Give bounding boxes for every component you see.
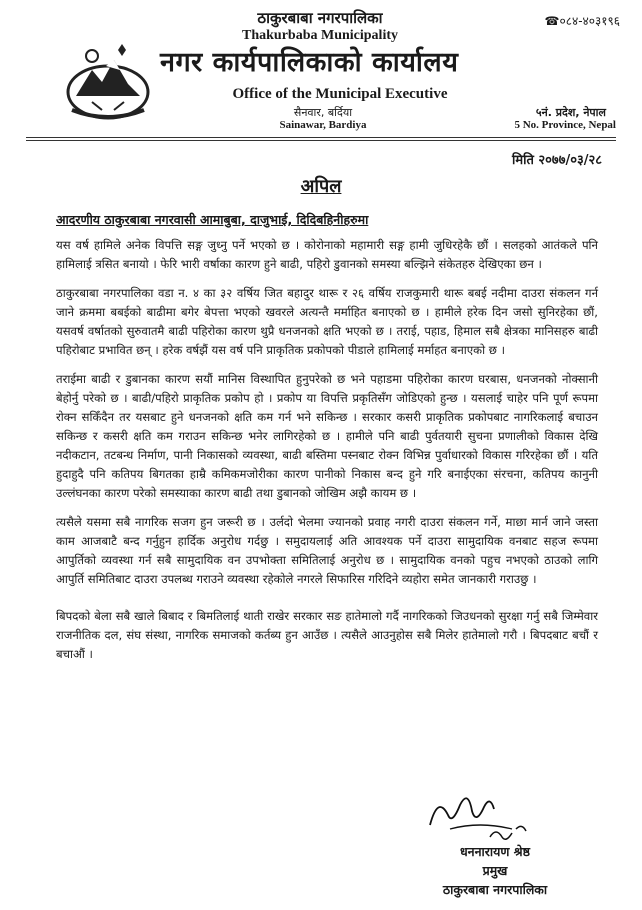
- signer-name: धननारायण श्रेष्ठ: [459, 844, 530, 859]
- signature-block: [395, 842, 595, 899]
- government-emblem-icon: [62, 40, 154, 122]
- paragraph-2: ठाकुरबाबा नगरपालिका वडा न. ४ का ३२ वर्षिय जित बहादुर थारू र २६ वर्षिय राजकुमारी थारू बबई नदीमा दाउरा संकलन गर्न जाने क्रममा बबईको बाढीमा बगेर बेपत्ता भएको खवरले अत्यन्तै मर्माहित बनाएको छ । हामीले हरेक दिन जसो सुनिरहेका छौं, यसवर्ष वर्षातको सुरुवातमै बाढी पहिरोका कारण थुप्रै धनजनको क्षति भएको छ । तराई, पहाड, हिमाल सबै क्षेत्रका मानिसहरु बाढी पहिरोबाट प्रभावित छन् । हरेक वर्षझैं यस वर्ष पनि प्राकृतिक प्रकोपको पीडाले हामिलाई मर्माहत बनाएको छ ।: [56, 286, 598, 357]
- letter-body: [56, 236, 598, 674]
- letter-date: मिति २०७७/०३/२८: [511, 153, 602, 168]
- office-name-en: Office of the Municipal Executive: [232, 86, 448, 102]
- address-np: सैनवार, बर्दिया: [293, 106, 353, 119]
- letterhead-divider-thin: [26, 140, 616, 141]
- municipality-name-np: ठाकुरबाबा नगरपालिका: [257, 9, 383, 27]
- signer-title: प्रमुख: [482, 863, 508, 878]
- address-en: Sainawar, Bardiya: [279, 119, 367, 131]
- paragraph-4: त्यसैले यसमा सबै नागरिक सजग हुन जरूरी छ । उर्लदो भेलमा ज्यानको प्रवाह नगरी दाउरा संकलन गर्ने, माछा मार्न जाने जस्ता काम आजबाटै बन्द गर्नुहुन हार्दिक अनुरोध गर्दछु । समुदायलाई अति आवश्यक पर्ने दाउरा सामुदायिक वनबाट सहज रूपमा आपुर्तिको व्यवस्था गर्न सबै सामुदायिक वन उपभोक्ता समितिलाई अनुरोध छ । सामुदायिक वनको पहुच नभएको ठाउको लागि आपुर्ति समितिबाट दाउरा उपलब्ध गराउने व्यवस्था रहेकोले नगरले सिफारिस गरिदिने व्यहोरा समेत जानकारी गराउछु ।: [56, 515, 598, 586]
- paragraph-3: तराईमा बाढी र डुबानका कारण सयौं मानिस विस्थापित हुनुपरेको छ भने पहाडमा पहिरोका कारण घरबास, धनजनको नोक्सानी बेहोर्नु परेको छ । बाढी/पहिरो प्राकृतिक प्रकोप हो । प्रकोप या विपत्ति प्रकृतिसँग जोडिएको हुन्छ । यसलाई चाहेर पनि पूर्ण रूपमा रोक्न सकिँदैन तर यसबाट हुने धनजनको क्षति कम गर्न भने सकिन्छ । सरकार कसरी प्राकृतिक प्रकोपबाट नागरिकलाई बचाउन सकिन्छ र कसरी क्षति कम गराउन सकिन्छ भनेर लागिरहेको छ । हामीले पनि बाढी पुर्वतयारी सुचना प्रणालीको विकास देखि नदीकटान, तटबन्ध निर्माण, पानी निकासको व्यवस्था, बाढी बस्तिमा पस्नबाट रोक्न विभिन्न पुर्वाधारको विकास गरिरहेका छौं । यति हुदाहुदै पनि कतिपय बिगतका हाम्रै कमिकमजोरीका कारण पानीको निकास बन्द हुने गरि बनाईएका संरचना, कतिपय कानुनी उल्लंघनका कारण परेको समस्याका कारण बाढी तथा डुबानको जोखिम अझै कायम छ ।: [56, 372, 598, 500]
- handwritten-signature: [420, 785, 540, 845]
- province-en: 5 No. Province, Nepal: [514, 119, 616, 131]
- municipality-name-en: Thakurbaba Municipality: [242, 28, 398, 43]
- office-name-np: नगर कार्यपालिकाको कार्यालय: [160, 47, 459, 78]
- phone-number: ☎०८४-४०३१९६: [544, 14, 620, 28]
- province-np: ५नं. प्रदेश, नेपाल: [535, 106, 606, 119]
- paragraph-5: बिपदको बेला सबै खाले बिबाद र बिमतिलाई थाती राखेर सरकार सङ हातेमालो गर्दै नागरिकको जिउधनको सुरक्षा गर्नु सबै जिम्मेवार राजनीतिक दल, संघ संस्था, नागरिक समाजको कर्तब्य हुन आउँछ । त्यसैले आउनुहोस सबै मिलेर हातेमालो गरौ । बिपदबाट बचौं र बचाऔं ।: [56, 609, 598, 661]
- salutation: आदरणीय ठाकुरबाबा नगरवासी आमाबुबा, दाजुभाई, दिदिबहिनीहरुमा: [56, 212, 369, 227]
- signer-office: ठाकुरबाबा नगरपालिका: [442, 882, 548, 897]
- paragraph-1: यस वर्ष हामिले अनेक विपत्ति सङ्ग जुध्नु पर्ने भएको छ । कोरोनाको महामारी सङ्ग हामी जुधिरहेकै छौं । सलहको आतंकले पनि हामिलाई त्रसित बनायो । फेरि भारी वर्षाका कारण हुने बाढी, पहिरो डुवानको समस्या बल्झिने संकेतहरु देखिएका छन ।: [56, 238, 598, 271]
- letter-heading: अपिल: [300, 176, 342, 197]
- letterhead-divider: [26, 137, 616, 138]
